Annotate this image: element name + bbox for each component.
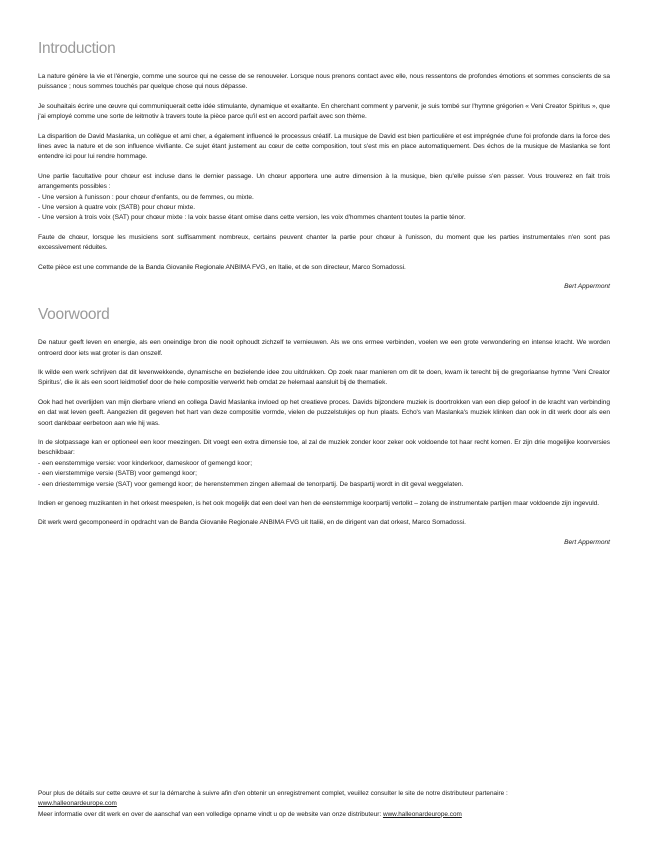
document-content [38, 40, 610, 562]
list-item: - Une version à quatre voix (SATB) pour chœur mixte. [38, 204, 196, 212]
introduction-paragraph-6: Cette pièce est une commande de la Banda Giovanile Regionale ANBIMA FVG, en Italie, et de son directeur, Marco Somadossi. [38, 263, 406, 271]
footer-note [38, 789, 610, 820]
introduction-paragraph-3: La disparition de David Maslanka, un collègue et ami cher, a également influencé le processus créatif. La musique de David est bien particulière et est imprégnée d'une foi profonde dans la force des lines avec la nature et de son influence vivifiante. Ce sujet étant justement au cœur de cette composition, tout s'est mis en place automatiquement. Des échos de la musique de Maslanka se font entendre ici pour lui rendre hommage. [38, 132, 610, 161]
distributor-link-french[interactable]: www.halleonardeurope.com [38, 800, 117, 808]
voorwoord-versions-list [38, 459, 610, 490]
list-item: - een vierstemmige versie (SATB) voor gemengd koor; [38, 470, 197, 478]
voorwoord-paragraph-3: Ook had het overlijden van mijn dierbare vriend en collega David Maslanka invloed op het creatieve proces. Davids bijzondere muziek is doortrokken van een diep geloof in de kracht van verbinding en dat wat leven geeft. Aangezien dit gegeven het hart van deze compositie vormde, vielen de puzzelstukjes op hun plaats. Echo's van Maslanka's muziek klinken dan ook in dit werk door als een soort dankbaar eerbetoon aan wie hij was. [38, 398, 610, 427]
voorwoord-section [38, 306, 610, 548]
footer-dutch-text: Meer informatie over dit werk en over de aanschaf van een volledige opname vindt u op de website van onze distributeur: [38, 810, 383, 818]
footer-french-text: Pour plus de détails sur cette œuvre et sur la démarche à suivre afin d'en obtenir un enregistrement complet, veuillez consulter le site de notre distributeur partenaire : [38, 790, 508, 797]
introduction-heading: Introduction [38, 40, 116, 57]
list-item: - een driestemmige versie (SAT) voor gemengd koor; de herenstemmen zingen allemaal de tenorpartij. De baspartij wordt in dit geval weggelaten. [38, 480, 464, 488]
introduction-paragraph-5: Faute de chœur, lorsque les musiciens sont suffisamment nombreux, certains peuvent chanter la partie pour chœur à l'unisson, du moment que les parties instrumentales n'en sont pas excessivement réduites. [38, 233, 610, 252]
footer-dutch-line [38, 810, 610, 820]
introduction-paragraph-4: Une partie facultative pour chœur est incluse dans le dernier passage. Un chœur apportera une autre dimension à la musique, bien qu'elle puisse s'en passer. Vous trouverez en fait trois arrangements possibles : [38, 172, 610, 191]
introduction-versions-list [38, 193, 610, 224]
voorwoord-paragraph-4: In de slotpassage kan er optioneel een koor meezingen. Dit voegt een extra dimensie toe, al zal de muziek zonder koor zeker ook voldoende tot haar recht komen. Er zijn drie mogelijke koorversies beschikbaar: [38, 438, 610, 457]
voorwoord-heading: Voorwoord [38, 306, 110, 324]
introduction-paragraph-2: Je souhaitais écrire une œuvre qui communiquerait cette idée stimulante, dynamique et exaltante. En cherchant comment y parvenir, je suis tombé sur l'hymne grégorien « Veni Creator Spiritus », que j'ai employé comme une sorte de leitmotiv à travers toute la pièce parce qu'il est en accord parfait avec son thème. [38, 102, 610, 121]
voorwoord-signature: Bert Appermont [564, 538, 610, 546]
voorwoord-paragraph-2: Ik wilde een werk schrijven dat dit levenwekkende, dynamische en bezielende idee zou uitdrukken. Op zoek naar manieren om dit te doen, kwam ik terecht bij de gregoriaanse hymne 'Veni Creator Spiritus', die ik als een soort leidmotief door de hele compositie verwerkt heb omdat ze helemaal aansluit bij de thematiek. [38, 368, 610, 387]
introduction-section [38, 40, 610, 292]
voorwoord-paragraph-1: De natuur geeft leven en energie, als een oneindige bron die nooit ophoudt zichzelf te vernieuwen. Als we ons ermee verbinden, voelen we een grote verwondering en intense kracht. We worden ontroerd door iets wat groter is dan onszelf. [38, 339, 610, 357]
list-item: - Une version à trois voix (SAT) pour chœur mixte : la voix basse étant omise dans cette version, les voix d'hommes chantent toutes la partie ténor. [38, 214, 466, 222]
distributor-link-dutch[interactable]: www.halleonardeurope.com [382, 810, 462, 818]
list-item: - een eenstemmige versie: voor kinderkoor, dameskoor of gemengd koor; [38, 459, 253, 467]
list-item: - Une version à l'unisson : pour chœur d'enfants, ou de femmes, ou mixte. [38, 193, 254, 201]
introduction-paragraph-1: La nature génère la vie et l'énergie, comme une source qui ne cesse de se renouveler. Lorsque nous prenons contact avec elle, nous ressentons de profondes émotions et sommes conscients de sa puissance ; nous sommes touchés par quelque chose qui nous dépasse. [38, 73, 610, 91]
introduction-signature: Bert Appermont [564, 283, 610, 291]
voorwoord-paragraph-5: Indien er genoeg muzikanten in het orkest meespelen, is het ook mogelijk dat een deel van hen de eenstemmige koorpartij vertolkt – zolang de instrumentale partijen maar voldoende zijn ingevuld. [38, 499, 600, 507]
voorwoord-paragraph-6: Dit werk werd gecomponeerd in opdracht van de Banda Giovanile Regionale ANBIMA FVG uit Italië, en de dirigent van dat orkest, Marco Somadossi. [38, 519, 466, 527]
